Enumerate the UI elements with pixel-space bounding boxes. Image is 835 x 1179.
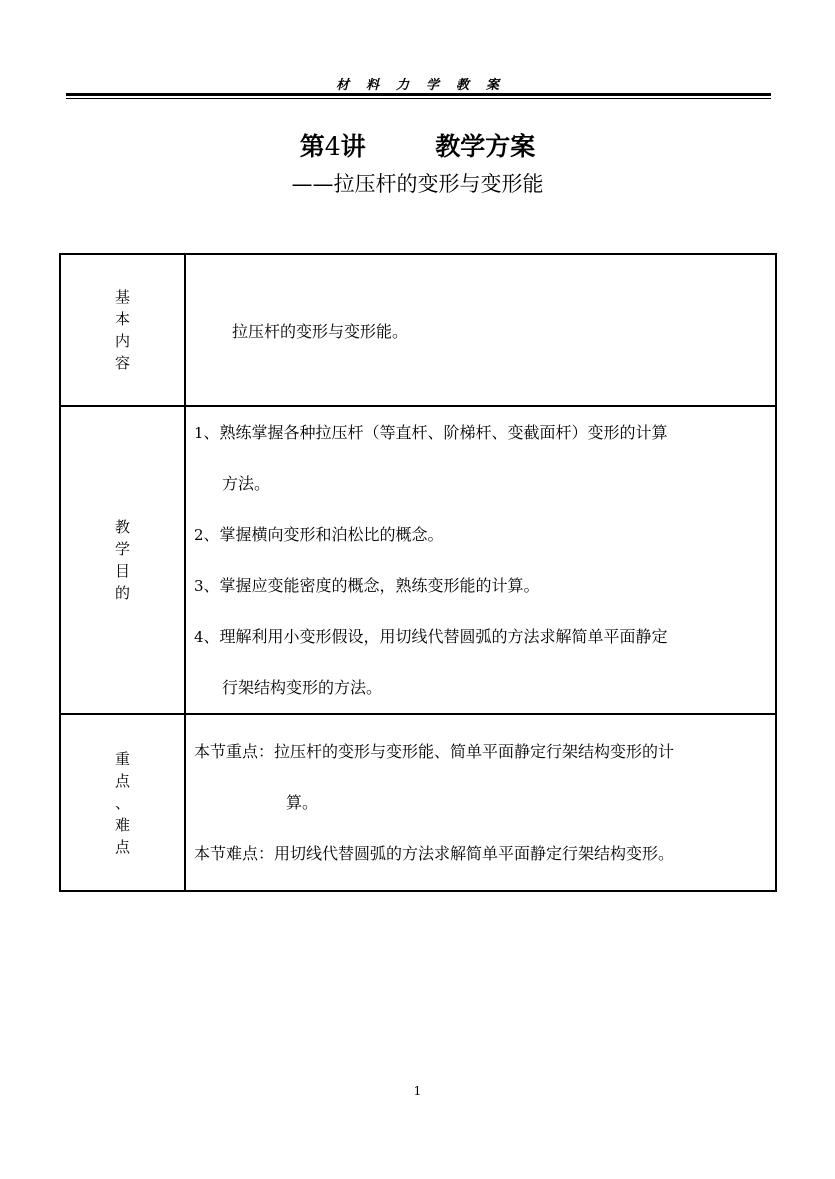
goal-item [194, 407, 775, 458]
label-char: 、 [114, 793, 130, 812]
table-row-teaching-goals [60, 406, 776, 714]
title-main: 教学方案 [435, 132, 536, 161]
title-gap [366, 132, 436, 161]
row-label-basic-content [115, 286, 130, 374]
title-prefix: 第 [299, 132, 325, 161]
header-rule-thick [66, 93, 771, 96]
key-point-continuation: 算。 [286, 793, 319, 812]
goal-number: 3 [194, 577, 204, 595]
goal-text: 方法。 [222, 474, 271, 493]
label-char: 点 [114, 837, 130, 856]
goal-number: 1 [194, 424, 204, 442]
lecture-title [0, 127, 835, 163]
label-char: 基 [114, 288, 130, 306]
lecture-number: 4 [324, 132, 341, 161]
label-char: 教 [114, 518, 130, 536]
row-label-cell [60, 714, 185, 891]
title-suffix: 讲 [340, 132, 366, 161]
table-row-basic-content [60, 254, 776, 406]
goal-item-continuation [194, 458, 775, 509]
label-char: 学 [114, 540, 130, 558]
goal-item [194, 560, 775, 611]
page-number: 1 [413, 1084, 422, 1098]
goal-item-continuation [194, 662, 775, 713]
difficulty-line: 本节难点：用切线代替圆弧的方法求解简单平面静定行架结构变形。 [194, 844, 675, 863]
goal-text: 、熟练掌握各种拉压杆（等直杆、阶梯杆、变截面杆）变形的计算 [203, 423, 668, 442]
label-char: 本 [114, 310, 130, 328]
label-char: 容 [114, 354, 130, 372]
row-label-teaching-goals [115, 516, 130, 604]
header-rule-thin [66, 98, 771, 99]
row-content-cell [185, 714, 776, 891]
row-label-cell [60, 254, 185, 406]
label-char: 重 [114, 749, 130, 768]
lecture-subtitle: ——拉压杆的变形与变形能 [291, 172, 544, 196]
basic-content-text: 拉压杆的变形与变形能。 [232, 321, 409, 341]
goal-text: 、理解利用小变形假设，用切线代替圆弧的方法求解简单平面静定 [203, 627, 668, 646]
key-point-line: 本节重点：拉压杆的变形与变形能、简单平面静定行架结构变形的计 [194, 742, 675, 761]
label-char: 内 [114, 332, 130, 350]
goal-text: 、掌握横向变形和泊松比的概念。 [203, 525, 444, 544]
label-char: 目 [114, 562, 130, 580]
label-char: 的 [114, 584, 130, 602]
goal-item [194, 611, 775, 662]
goal-number: 4 [194, 628, 204, 646]
label-char: 难 [114, 815, 130, 834]
row-label-key-points [115, 748, 130, 858]
row-content-cell [185, 406, 776, 714]
row-label-cell [60, 406, 185, 714]
goal-item [194, 509, 775, 560]
goal-number: 2 [194, 526, 204, 544]
running-header: 材料力学教案 [335, 78, 516, 93]
key-points-list [186, 726, 775, 879]
goal-text: 、掌握应变能密度的概念，熟练变形能的计算。 [203, 576, 540, 595]
label-char: 点 [114, 771, 130, 790]
table-row-key-points [60, 714, 776, 891]
teaching-plan-table [59, 253, 777, 892]
teaching-goals-list [186, 407, 775, 713]
row-content-cell [185, 254, 776, 406]
goal-text: 行架结构变形的方法。 [222, 678, 383, 697]
